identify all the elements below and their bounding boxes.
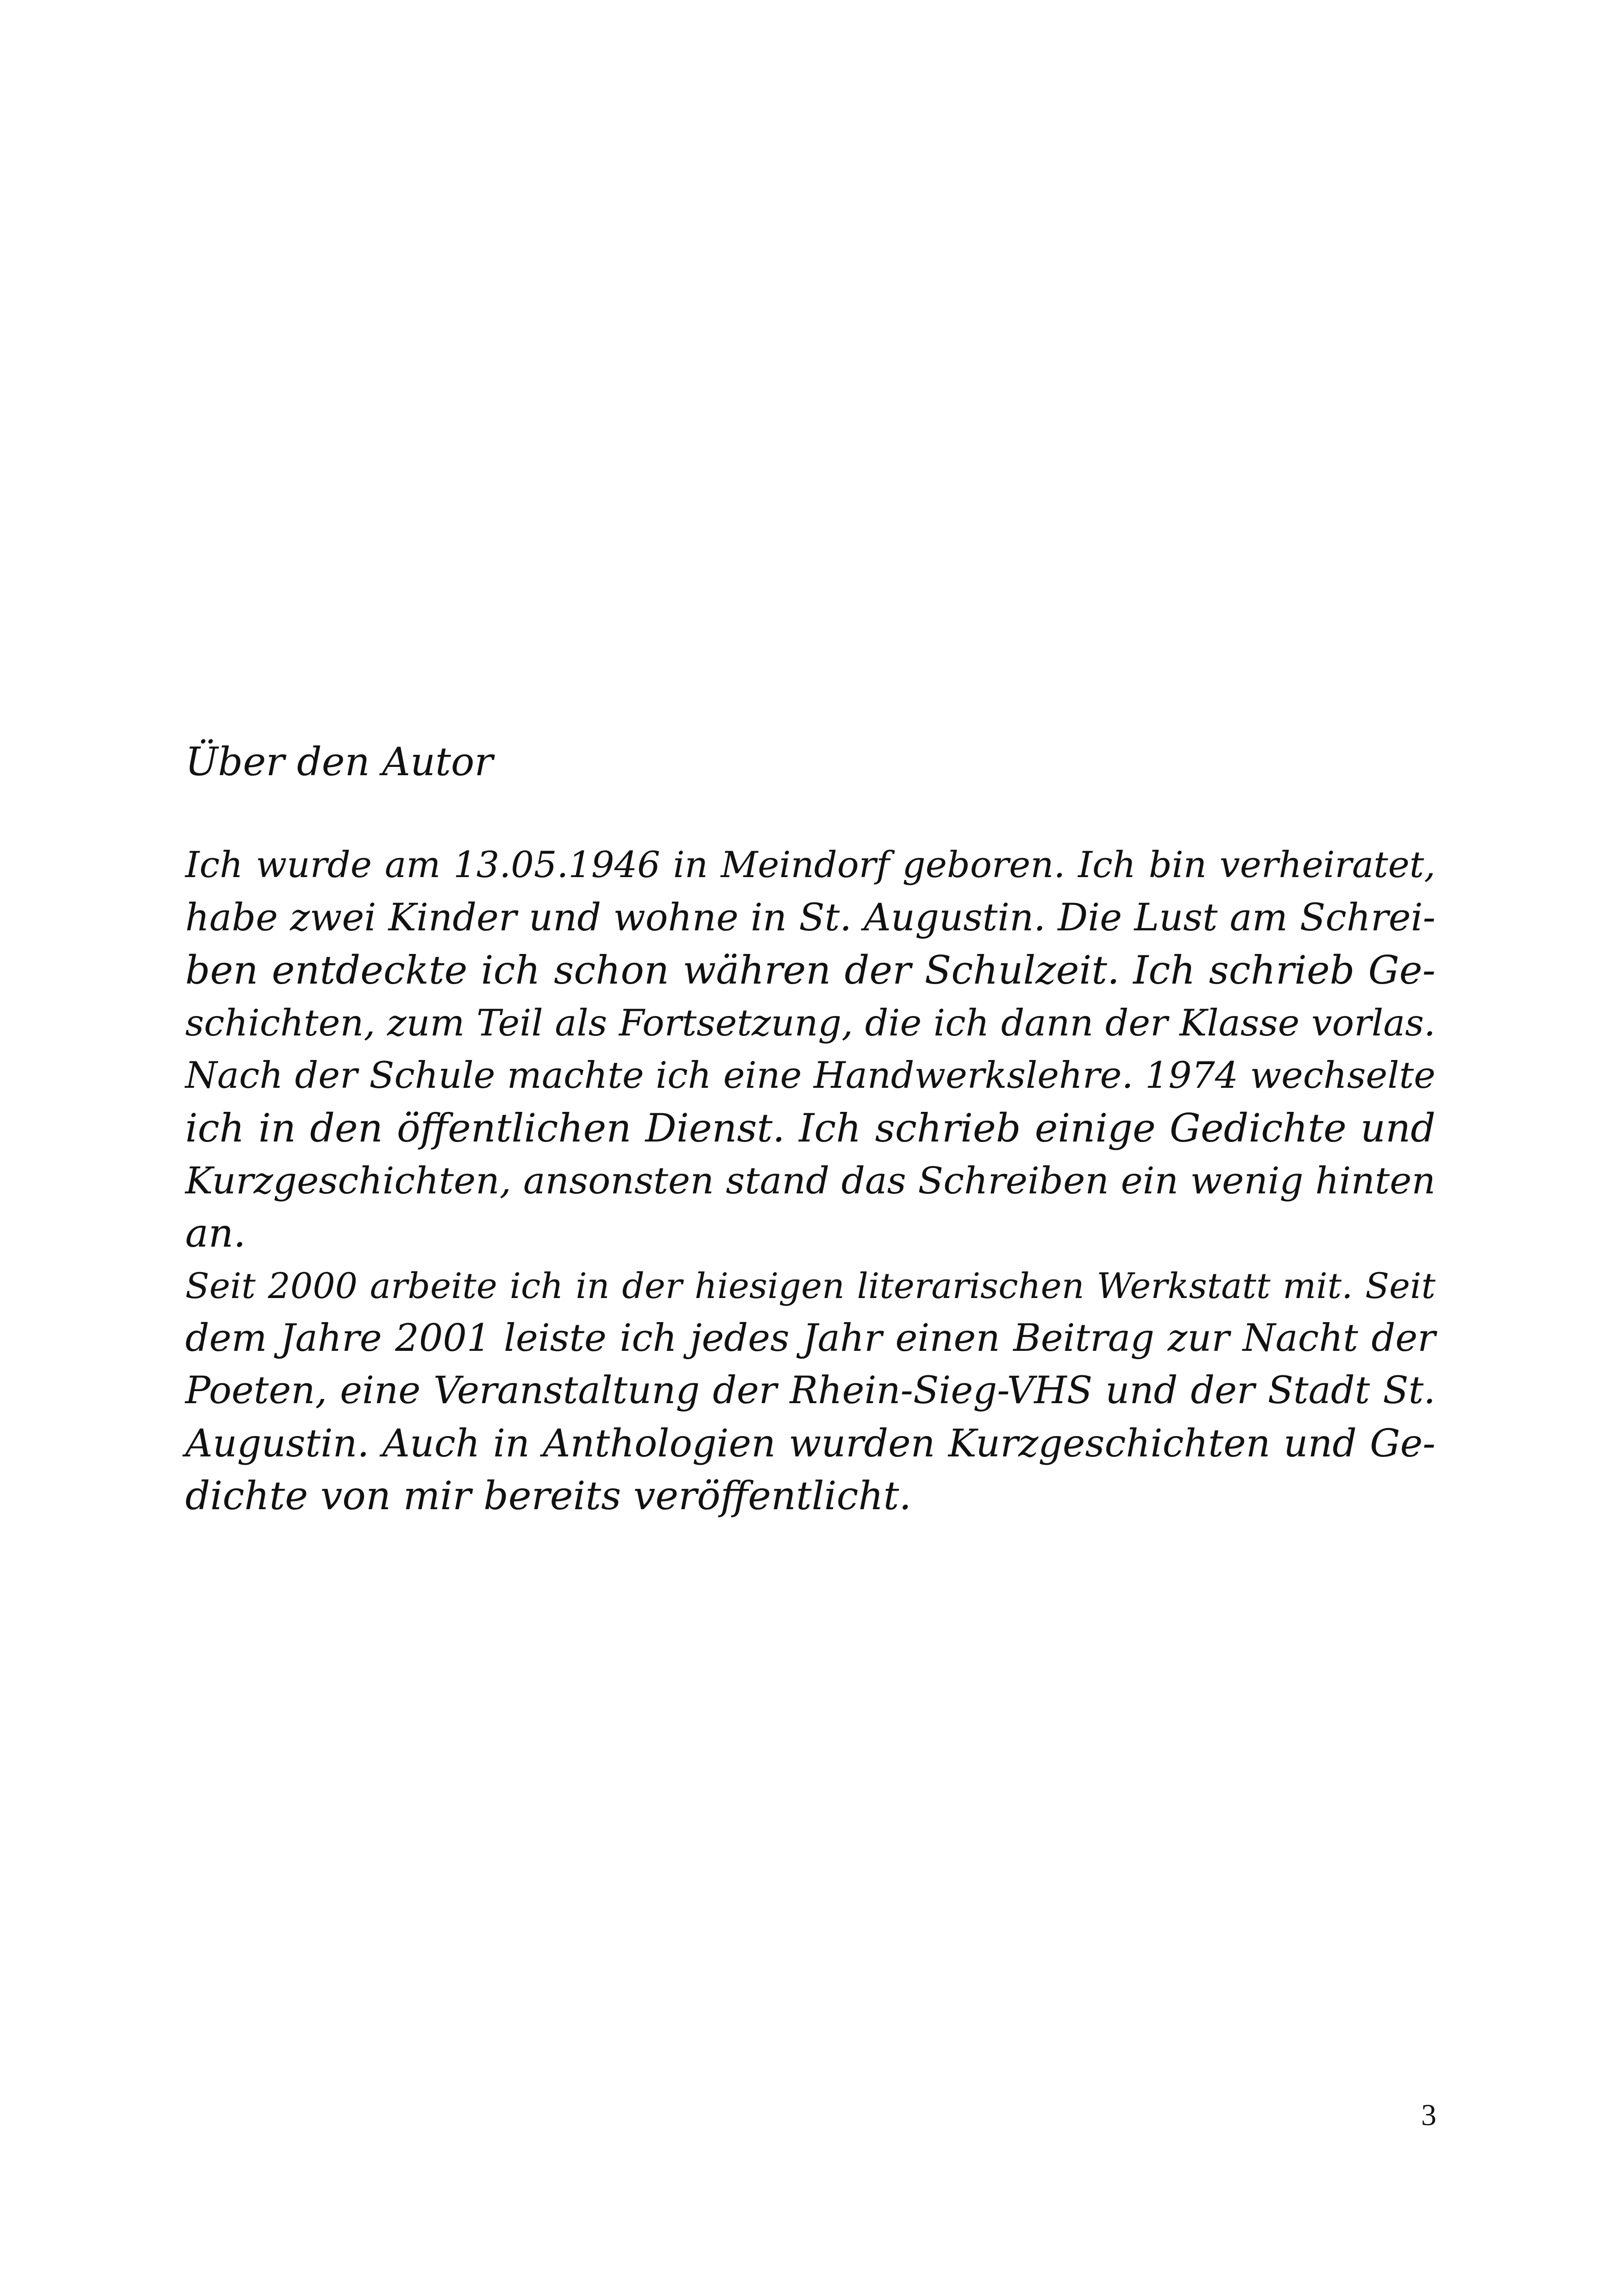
- text-line: Augustin. Auch in Anthologien wurden Kurzgeschichten und Ge-: [185, 1421, 1435, 1466]
- text-line: habe zwei Kinder und wohne in St. Augustin. Die Lust am Schrei-: [185, 896, 1435, 940]
- text-line: dichte von mir bereits veröffentlicht.: [185, 1473, 912, 1518]
- text-line: dem Jahre 2001 leiste ich jedes Jahr einen Beitrag zur Nacht der: [185, 1316, 1435, 1360]
- text-line: ich in den öffentlichen Dienst. Ich schrieb einige Gedichte und: [185, 1105, 1435, 1151]
- text-line: an.: [185, 1210, 246, 1256]
- section-heading: Über den Autor: [185, 739, 493, 784]
- text-line: Nach der Schule machte ich eine Handwerkslehre. 1974 wechselte: [185, 1054, 1435, 1097]
- text-line: Poeten, eine Veranstaltung der Rhein-Sieg-VHS und der Stadt St.: [185, 1369, 1435, 1412]
- author-biography: [185, 839, 1435, 1523]
- text-line: ben entdeckte ich schon währen der Schulzeit. Ich schrieb Ge-: [185, 947, 1435, 993]
- page-number: 3: [1421, 2098, 1436, 2132]
- text-line: Ich wurde am 13.05.1946 in Meindorf geboren. Ich bin verheiratet,: [185, 844, 1435, 886]
- text-line: Seit 2000 arbeite ich in der hiesigen literarischen Werkstatt mit. Seit: [185, 1265, 1435, 1306]
- text-line: schichten, zum Teil als Fortsetzung, die ich dann der Klasse vorlas.: [185, 1001, 1435, 1044]
- text-line: Kurzgeschichten, ansonsten stand das Schreiben ein wenig hinten: [185, 1159, 1435, 1202]
